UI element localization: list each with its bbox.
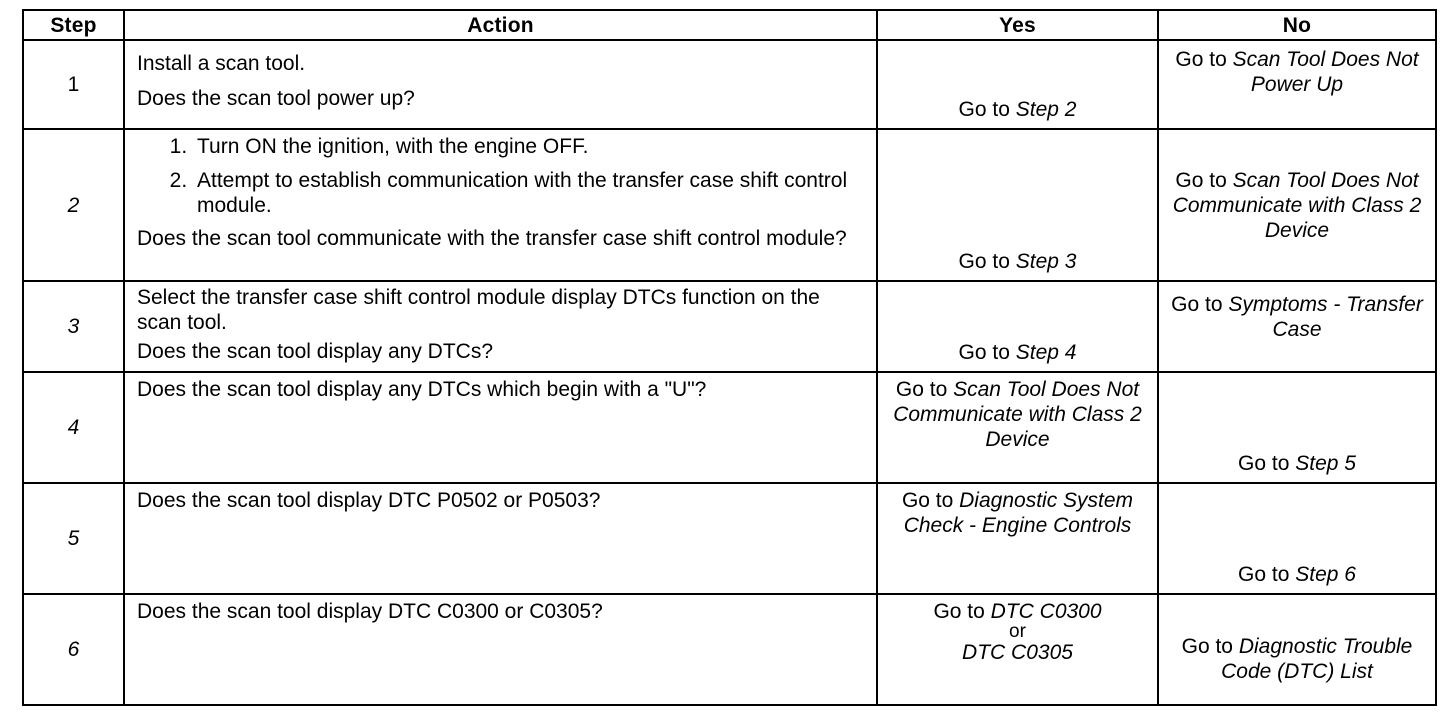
no-link[interactable]: Scan Tool Does Not Power Up: [1232, 48, 1419, 96]
action-steps: [137, 134, 862, 218]
no-cell: [1158, 40, 1436, 129]
yes-prefix: Go to: [958, 98, 1016, 121]
step-number: 2: [23, 129, 124, 281]
yes-prefix: Go to: [901, 489, 960, 512]
step-number: 1: [23, 40, 124, 129]
no-cell: [1158, 372, 1436, 483]
no-prefix: Go to: [1175, 48, 1233, 71]
step-number: 3: [23, 281, 124, 372]
action-text: Select the transfer case shift control module display DTCs function on the scan tool.: [137, 286, 820, 334]
header-action: Action: [124, 10, 877, 40]
table-row: [23, 372, 1436, 483]
yes-prefix: Go to: [958, 341, 1016, 364]
yes-prefix: Go to: [895, 378, 954, 401]
no-prefix: Go to: [1238, 452, 1296, 475]
table-row: [23, 40, 1436, 129]
yes-prefix: Go to: [958, 250, 1016, 273]
action-cell: [124, 594, 877, 705]
action-question: Does the scan tool display any DTCs which begin with a "U"?: [137, 378, 707, 401]
no-link[interactable]: Symptoms - Transfer Case: [1228, 293, 1423, 341]
no-prefix: Go to: [1181, 634, 1239, 658]
action-text: Install a scan tool.: [137, 52, 306, 75]
table-row: [23, 594, 1436, 705]
yes-cell: [877, 40, 1158, 129]
action-cell: [124, 483, 877, 594]
action-question: Does the scan tool power up?: [137, 87, 415, 110]
yes-link[interactable]: DTC C0300: [990, 600, 1102, 623]
yes-or-separator: or: [1009, 621, 1026, 642]
header-row: [23, 10, 1436, 40]
yes-cell: [877, 594, 1158, 705]
yes-prefix: Go to: [933, 600, 991, 623]
action-cell: [124, 129, 877, 281]
yes-link-2[interactable]: DTC C0305: [962, 641, 1073, 664]
yes-link[interactable]: Scan Tool Does Not Communicate with Class 2 Device: [893, 378, 1142, 451]
no-link[interactable]: Step 5: [1295, 452, 1356, 475]
action-question: Does the scan tool display DTC C0300 or C0305?: [137, 600, 603, 623]
yes-cell: [877, 483, 1158, 594]
yes-cell: [877, 129, 1158, 281]
yes-link[interactable]: Step 3: [1015, 250, 1077, 273]
action-cell: [124, 281, 877, 372]
action-cell: [124, 40, 877, 129]
table-row: [23, 129, 1436, 281]
yes-link[interactable]: Diagnostic System Check - Engine Controls: [903, 489, 1134, 537]
action-cell: [124, 372, 877, 483]
header-yes: Yes: [877, 10, 1158, 40]
action-question: Does the scan tool communicate with the transfer case shift control module?: [137, 227, 847, 250]
yes-link[interactable]: Step 2: [1015, 98, 1077, 121]
header-step: Step: [23, 10, 124, 40]
yes-cell: [877, 372, 1158, 483]
step-number: 5: [23, 483, 124, 594]
header-no: No: [1158, 10, 1436, 40]
no-link[interactable]: Step 6: [1295, 563, 1356, 586]
diagnostic-table: [22, 9, 1437, 706]
action-question: Does the scan tool display DTC P0502 or P0503?: [137, 489, 601, 512]
no-link[interactable]: Scan Tool Does Not Communicate with Class 2 Device: [1172, 168, 1422, 242]
action-step: 1. Turn ON the ignition, with the engine OFF.: [193, 134, 862, 159]
action-step: 2. Attempt to establish communication with the transfer case shift control module.: [193, 168, 862, 218]
no-prefix: Go to: [1171, 293, 1229, 316]
no-link[interactable]: Diagnostic Trouble Code (DTC) List: [1221, 634, 1413, 683]
step-number: 6: [23, 594, 124, 705]
no-cell: [1158, 483, 1436, 594]
no-prefix: Go to: [1238, 563, 1296, 586]
action-question: Does the scan tool display any DTCs?: [137, 340, 494, 363]
table-row: [23, 281, 1436, 372]
yes-link[interactable]: Step 4: [1015, 341, 1077, 364]
no-cell: [1158, 281, 1436, 372]
table-row: [23, 483, 1436, 594]
no-cell: [1158, 594, 1436, 705]
step-number: 4: [23, 372, 124, 483]
no-prefix: Go to: [1175, 168, 1233, 192]
no-cell: [1158, 129, 1436, 281]
yes-cell: [877, 281, 1158, 372]
